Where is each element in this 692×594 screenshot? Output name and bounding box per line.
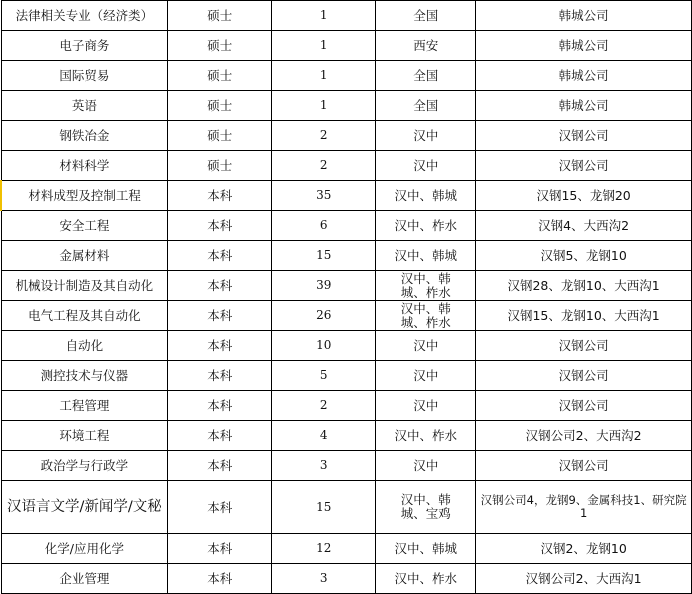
unit-cell: 汉钢公司2、大西沟2 [476, 421, 692, 451]
major-cell: 材料成型及控制工程 [1, 181, 168, 211]
unit-cell: 汉钢5、龙钢10 [476, 241, 692, 271]
unit-cell: 汉钢4、大西沟2 [476, 211, 692, 241]
table-row [1, 1, 692, 31]
location-cell: 汉中、柞水 [376, 211, 476, 241]
degree-cell: 本科 [168, 534, 272, 564]
table-row [1, 91, 692, 121]
location-cell [376, 481, 476, 534]
table-row [1, 481, 692, 534]
major-cell: 测控技术与仪器 [1, 361, 168, 391]
major-cell: 化学/应用化学 [1, 534, 168, 564]
degree-cell: 本科 [168, 361, 272, 391]
unit-cell: 汉钢2、龙钢10 [476, 534, 692, 564]
degree-cell: 本科 [168, 211, 272, 241]
degree-cell: 硕士 [168, 31, 272, 61]
major-cell: 工程管理 [1, 391, 168, 421]
major-cell: 材料科学 [1, 151, 168, 181]
table-row [1, 271, 692, 301]
location-cell: 汉中、韩城 [376, 241, 476, 271]
major-cell: 电子商务 [1, 31, 168, 61]
count-cell: 5 [272, 361, 376, 391]
location-cell [376, 271, 476, 301]
unit-cell: 汉钢15、龙钢20 [476, 181, 692, 211]
degree-cell: 硕士 [168, 91, 272, 121]
major-cell: 自动化 [1, 331, 168, 361]
count-cell: 1 [272, 31, 376, 61]
degree-cell: 本科 [168, 481, 272, 534]
location-cell: 汉中 [376, 151, 476, 181]
unit-cell: 汉钢公司 [476, 121, 692, 151]
unit-cell: 汉钢28、龙钢10、大西沟1 [476, 271, 692, 301]
count-cell: 2 [272, 121, 376, 151]
unit-cell: 汉钢15、龙钢10、大西沟1 [476, 301, 692, 331]
count-cell: 4 [272, 421, 376, 451]
major-cell: 钢铁冶金 [1, 121, 168, 151]
location-cell: 汉中 [376, 331, 476, 361]
degree-cell: 本科 [168, 331, 272, 361]
table-row [1, 534, 692, 564]
location-cell: 全国 [376, 61, 476, 91]
table-row [1, 151, 692, 181]
degree-cell: 本科 [168, 421, 272, 451]
location-cell: 汉中 [376, 361, 476, 391]
location-cell: 汉中 [376, 391, 476, 421]
degree-cell: 本科 [168, 391, 272, 421]
table-row [1, 31, 692, 61]
degree-cell: 本科 [168, 301, 272, 331]
major-cell: 国际贸易 [1, 61, 168, 91]
location-cell [376, 301, 476, 331]
location-cell: 汉中、柞水 [376, 564, 476, 594]
location-text: 汉中、韩城、宝鸡 [400, 492, 451, 521]
table-row [1, 564, 692, 594]
count-cell: 15 [272, 481, 376, 534]
unit-cell: 汉钢公司4，龙钢9、金属科技1、研究院1 [476, 481, 692, 534]
unit-cell: 韩城公司 [476, 31, 692, 61]
table-row [1, 211, 692, 241]
unit-cell: 汉钢公司2、大西沟1 [476, 564, 692, 594]
count-cell: 10 [272, 331, 376, 361]
degree-cell: 本科 [168, 564, 272, 594]
count-cell: 1 [272, 91, 376, 121]
table-row [1, 451, 692, 481]
degree-cell: 本科 [168, 451, 272, 481]
location-cell: 汉中、韩城 [376, 534, 476, 564]
unit-cell: 汉钢公司 [476, 391, 692, 421]
table-row [1, 421, 692, 451]
count-cell: 2 [272, 391, 376, 421]
count-cell: 26 [272, 301, 376, 331]
location-cell: 全国 [376, 91, 476, 121]
location-cell: 汉中 [376, 121, 476, 151]
table-row [1, 181, 692, 211]
unit-cell: 韩城公司 [476, 91, 692, 121]
count-cell: 3 [272, 564, 376, 594]
table-row [1, 391, 692, 421]
major-cell: 安全工程 [1, 211, 168, 241]
count-cell: 2 [272, 151, 376, 181]
table-row [1, 331, 692, 361]
location-cell: 汉中 [376, 451, 476, 481]
table-row [1, 61, 692, 91]
count-cell: 3 [272, 451, 376, 481]
table-row [1, 361, 692, 391]
degree-cell: 本科 [168, 241, 272, 271]
location-cell: 汉中、韩城 [376, 181, 476, 211]
major-cell: 金属材料 [1, 241, 168, 271]
unit-cell: 韩城公司 [476, 61, 692, 91]
table-row [1, 301, 692, 331]
major-cell: 企业管理 [1, 564, 168, 594]
unit-cell: 汉钢公司 [476, 151, 692, 181]
degree-cell: 本科 [168, 181, 272, 211]
count-cell: 1 [272, 1, 376, 31]
count-cell: 15 [272, 241, 376, 271]
degree-cell: 硕士 [168, 121, 272, 151]
degree-cell: 硕士 [168, 61, 272, 91]
unit-cell: 汉钢公司 [476, 451, 692, 481]
unit-cell: 汉钢公司 [476, 361, 692, 391]
count-cell: 39 [272, 271, 376, 301]
degree-cell: 本科 [168, 271, 272, 301]
degree-cell: 硕士 [168, 151, 272, 181]
major-cell: 英语 [1, 91, 168, 121]
count-cell: 35 [272, 181, 376, 211]
major-cell: 政治学与行政学 [1, 451, 168, 481]
major-cell: 汉语言文学/新闻学/文秘 [1, 481, 168, 534]
count-cell: 6 [272, 211, 376, 241]
location-cell: 汉中、柞水 [376, 421, 476, 451]
unit-cell: 韩城公司 [476, 1, 692, 31]
count-cell: 1 [272, 61, 376, 91]
table-row [1, 121, 692, 151]
major-cell: 电气工程及其自动化 [1, 301, 168, 331]
table-row [1, 241, 692, 271]
unit-cell: 汉钢公司 [476, 331, 692, 361]
location-text: 汉中、韩城、柞水 [400, 300, 451, 330]
major-cell: 环境工程 [1, 421, 168, 451]
major-cell: 法律相关专业（经济类） [1, 1, 168, 31]
degree-cell: 硕士 [168, 1, 272, 31]
location-text: 汉中、韩城、柞水 [400, 270, 451, 300]
major-cell: 机械设计制造及其自动化 [1, 271, 168, 301]
count-cell: 12 [272, 534, 376, 564]
location-cell: 全国 [376, 1, 476, 31]
location-cell: 西安 [376, 31, 476, 61]
